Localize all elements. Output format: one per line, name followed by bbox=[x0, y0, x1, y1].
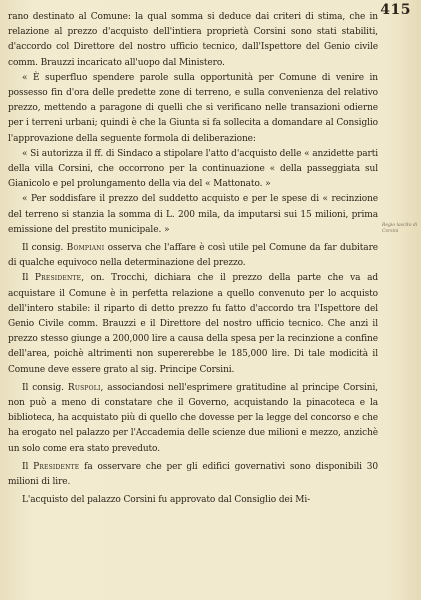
paragraph-text: fa osservare che per gli edifici governativi sono disponibili 30 milioni di lire. bbox=[8, 461, 378, 488]
speaker-name: Presidente bbox=[33, 461, 80, 472]
paragraph-lead: Il consig. bbox=[22, 382, 68, 393]
paragraph-text: , on. Trocchi, dichiara che il prezzo della parte che va ad acquistare il Comune è in perfetta relazione a quello convenuto per lo acquisto dell'intero stabile: il riparto di detto prezzo fu fatto d'accordo tra l'Ispettore del Genio Civile comm. Brauzzi e il Direttore del nostro ufficio tecnico. Che anzi il prezzo stesso giunge a 200,000 lire a causa della spesa per la recinzione a confine dell'area, poichè altrimenti non supererebbe le 185,000 lire. Di tale modicità il Comune deve essere grato al sig. Principe Corsini. bbox=[8, 273, 378, 375]
paragraph bbox=[8, 241, 378, 271]
speaker-name: Bompiani bbox=[66, 243, 105, 254]
paragraph bbox=[8, 271, 378, 377]
paragraph bbox=[8, 381, 378, 457]
paragraph: « Si autorizza il ff. di Sindaco a stipolare l'atto d'acquisto delle « anzidette parti della villa Corsini, che occorrono per la continuazione « della passeggiata sul Gianicolo e pel prolungamento della via del « Mattonato. » bbox=[8, 148, 378, 190]
paragraph-text: , associandosi nell'esprimere gratitudine al principe Corsini, non può a meno di constatare che il Governo, acquistando la pinacoteca e la biblioteca, ha acquistato più di quello che dovesse per la legge del concorso e che ha erogato nel palazzo per l'Accademia delle scienze due milioni e mezzo, anzichè un solo come era stato preveduto. bbox=[8, 382, 378, 454]
paragraph-lead: Il consig. bbox=[22, 243, 67, 254]
paragraph-lead: Il bbox=[22, 273, 35, 284]
paragraph-lead: Il bbox=[22, 461, 34, 472]
speaker-name: Presidente bbox=[34, 273, 82, 284]
margin-note: Regio lascito di Corsini bbox=[382, 223, 418, 234]
body-text bbox=[8, 10, 378, 509]
paragraph-text: osserva che l'affare è così utile pel Comune da far dubitare di qualche equivoco nella determinazione del prezzo. bbox=[8, 243, 378, 269]
paragraph: L'acquisto del palazzo Corsini fu approvato dal Consiglio dei Mi- bbox=[22, 495, 311, 506]
paragraph: « È superfluo spendere parole sulla opportunità per Comune di venire in possesso fin d'ora delle predette zone di terreno, e sulla convenienza del relativo prezzo, mettendo a paragone di quelli che si verificano nelle transazioni odierne per i terreni urbani; quindi è che la Giunta si fa sollecita a domandare al Consiglio l'approvazione della seguente formola di deliberazione: bbox=[8, 72, 378, 144]
paragraph: rano destinato al Comune: la qual somma si deduce dai criteri di stima, che in relazione al prezzo d'acquisto dell'intiera proprietà Corsini sono stati stabiliti, d'accordo col Direttore del nostro ufficio tecnico, dall'Ispettore del Genio civile comm. Brauzzi incaricato all'uopo dal Ministero. bbox=[8, 12, 378, 68]
paragraph bbox=[8, 460, 378, 490]
page-number: 415 bbox=[380, 2, 411, 18]
speaker-name: Ruspoli bbox=[67, 382, 101, 393]
paragraph: « Per soddisfare il prezzo del suddetto acquisto e per le spese di « recinzione del terreno si stanzia la somma di L. 200 mila, da imputarsi sui 15 milioni, prima emissione del prestito municipale. » bbox=[8, 194, 378, 235]
